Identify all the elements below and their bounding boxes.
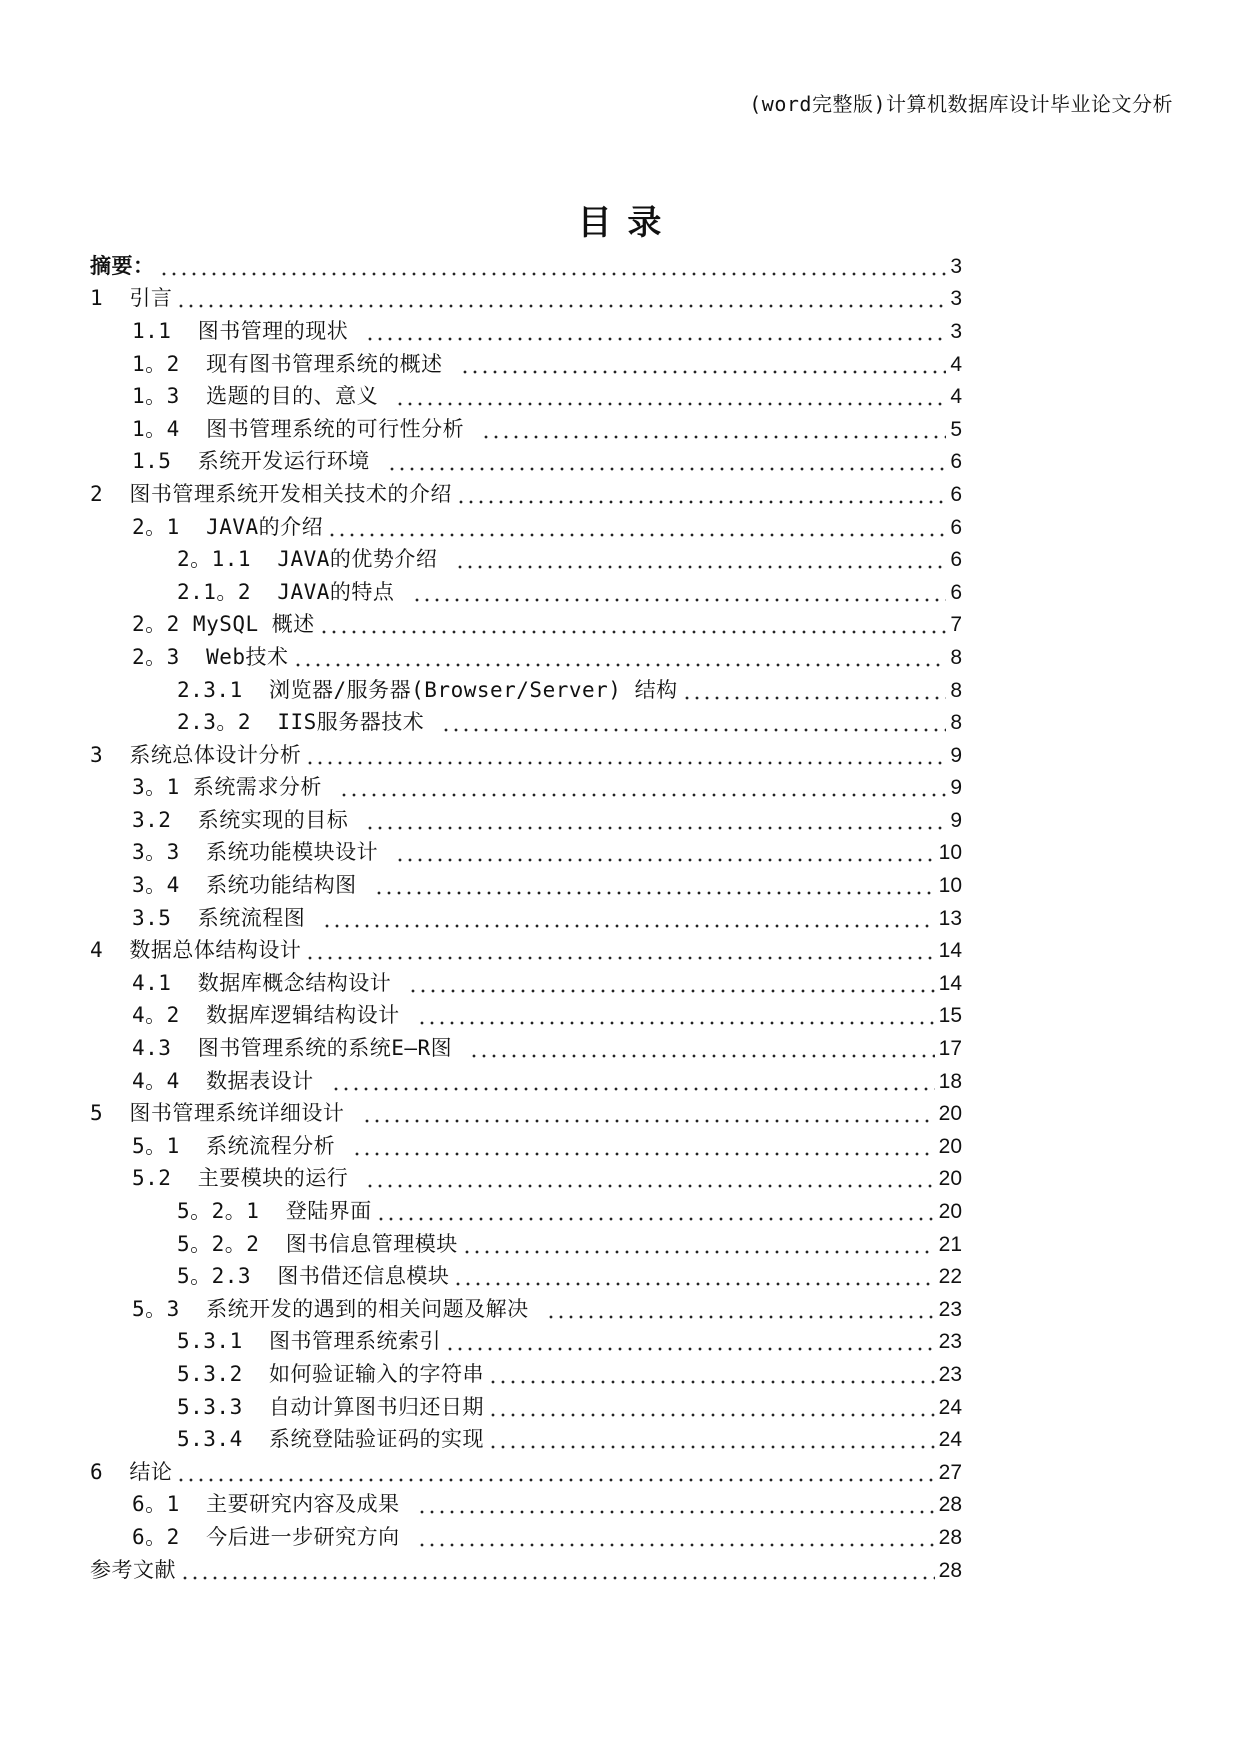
dot-leader (365, 1168, 934, 1189)
toc-entry-page-number: 9 (950, 743, 962, 767)
dot-leader (455, 549, 946, 570)
toc-entry-label: 5.3.2 如何验证输入的字符串 (177, 1361, 485, 1386)
toc-entry[interactable] (90, 609, 962, 642)
toc-entry-label: 5。3 系统开发的遇到的相关问题及解决 (132, 1296, 542, 1321)
toc-entry[interactable] (90, 315, 962, 348)
dot-leader (339, 777, 946, 798)
toc-entry-label: 1.5 系统开发运行环境 (132, 449, 383, 474)
toc-entry-page-number: 20 (938, 1102, 962, 1126)
dot-leader (387, 451, 946, 472)
toc-entry[interactable] (90, 543, 962, 576)
dot-leader (305, 940, 934, 961)
dot-leader (412, 582, 946, 603)
dot-leader (408, 973, 934, 994)
toc-entry[interactable] (90, 772, 962, 805)
toc-entry-page-number: 6 (950, 482, 962, 506)
toc-entry-label: 5.2 主要模块的运行 (132, 1166, 362, 1191)
toc-entry-label: 2。2 MySQL 概述 (132, 612, 315, 637)
toc-entry[interactable] (90, 967, 962, 1000)
dot-leader (462, 1234, 935, 1255)
toc-entry-page-number: 28 (938, 1558, 962, 1582)
toc-entry-page-number: 17 (938, 1037, 962, 1061)
toc-entry[interactable] (90, 1130, 962, 1163)
dot-leader (362, 1103, 935, 1124)
toc-entry[interactable] (90, 804, 962, 837)
toc-entry[interactable] (90, 250, 962, 283)
toc-entry-label: 2。1 JAVA的介绍 (132, 514, 324, 539)
toc-entry-label: 2.3。2 IIS服务器技术 (177, 710, 438, 735)
toc-entry-label: 1.1 图书管理的现状 (132, 318, 362, 343)
toc-entry-label: 2.1。2 JAVA的特点 (177, 579, 408, 604)
toc-entry-page-number: 13 (938, 906, 962, 930)
dot-leader (481, 419, 946, 440)
dot-leader (176, 1462, 934, 1483)
dot-leader (322, 908, 934, 929)
toc-entry[interactable] (90, 1097, 962, 1130)
toc-entry-page-number: 6 (950, 515, 962, 539)
toc-entry-label: 1。3 选题的目的、意义 (132, 384, 392, 409)
toc-entry-page-number: 14 (938, 939, 962, 963)
toc-entry-page-number: 15 (938, 1004, 962, 1028)
dot-leader (365, 810, 946, 831)
dot-leader (365, 321, 946, 342)
toc-entry-label: 6。1 主要研究内容及成果 (132, 1492, 413, 1517)
page-header: (word完整版)计算机数据库设计毕业论文分析 (749, 92, 1173, 116)
toc-entry[interactable] (90, 934, 962, 967)
dot-leader (546, 1299, 935, 1320)
toc-entry-page-number: 9 (950, 808, 962, 832)
toc-entry[interactable] (90, 1326, 962, 1359)
toc-entry-label: 5.3.1 图书管理系统索引 (177, 1329, 442, 1354)
toc-entry-label: 4 数据总体结构设计 (90, 938, 302, 963)
toc-entry-page-number: 6 (950, 548, 962, 572)
toc-entry-label: 2 图书管理系统开发相关技术的介绍 (90, 481, 452, 506)
toc-entry[interactable] (90, 1521, 962, 1554)
toc-entry[interactable] (90, 478, 962, 511)
toc-entry-page-number: 20 (938, 1167, 962, 1191)
toc-entry-label: 6。2 今后进一步研究方向 (132, 1524, 413, 1549)
toc-entry-page-number: 23 (938, 1297, 962, 1321)
dot-leader (417, 1494, 935, 1515)
toc-entry-page-number: 3 (950, 287, 962, 311)
toc-entry-page-number: 6 (950, 450, 962, 474)
toc-entry-label: 5。2。2 图书信息管理模块 (177, 1231, 458, 1256)
toc-entry-page-number: 3 (950, 319, 962, 343)
toc-entry-page-number: 28 (938, 1493, 962, 1517)
dot-leader (395, 842, 934, 863)
toc-entry[interactable] (90, 1260, 962, 1293)
toc-entry[interactable] (90, 1489, 962, 1522)
dot-leader (445, 1331, 935, 1352)
toc-entry[interactable] (90, 1554, 962, 1587)
dot-leader (327, 517, 946, 538)
dot-leader (488, 1364, 935, 1385)
toc-entry[interactable] (90, 1228, 962, 1261)
toc-entry-page-number: 10 (938, 874, 962, 898)
toc-entry[interactable] (90, 1391, 962, 1424)
toc-entry-page-number: 8 (950, 645, 962, 669)
toc-entry[interactable] (90, 641, 962, 674)
toc-title: 目 录 (577, 203, 664, 243)
toc-entry-page-number: 24 (938, 1395, 962, 1419)
toc-entry-label: 3.2 系统实现的目标 (132, 807, 362, 832)
toc-entry-label: 4.3 图书管理系统的系统E—R图 (132, 1036, 466, 1061)
toc-entry-label: 3。1 系统需求分析 (132, 775, 336, 800)
toc-entry[interactable] (90, 902, 962, 935)
toc-entry[interactable] (90, 1293, 962, 1326)
toc-entry[interactable] (90, 576, 962, 609)
toc-entry-label: 参考文献 (90, 1557, 176, 1582)
dot-leader (376, 1201, 935, 1222)
dot-leader (180, 1560, 935, 1581)
toc-entry-label: 5。2.3 图书借还信息模块 (177, 1264, 450, 1289)
toc-entry-page-number: 6 (950, 580, 962, 604)
toc-entry-page-number: 20 (938, 1200, 962, 1224)
toc-entry-page-number: 27 (938, 1460, 962, 1484)
toc-entry-label: 3。3 系统功能模块设计 (132, 840, 392, 865)
toc-entry-page-number: 9 (950, 776, 962, 800)
toc-entry[interactable] (90, 1065, 962, 1098)
toc-entry[interactable] (90, 1456, 962, 1489)
toc-entry-page-number: 8 (950, 711, 962, 735)
toc-entry-page-number: 24 (938, 1428, 962, 1452)
toc-entry-label: 4。2 数据库逻辑结构设计 (132, 1003, 413, 1028)
toc-entry[interactable] (90, 446, 962, 479)
dot-leader (469, 1038, 934, 1059)
toc-entry-page-number: 4 (950, 385, 962, 409)
toc-entry[interactable] (90, 837, 962, 870)
dot-leader (352, 1136, 934, 1157)
dot-leader (374, 875, 935, 896)
toc-entry-label: 3。4 系统功能结构图 (132, 873, 370, 898)
toc-entry[interactable] (90, 674, 962, 707)
toc-entry-label: 4。4 数据表设计 (132, 1068, 327, 1093)
toc-entry[interactable] (90, 1000, 962, 1033)
toc-entry[interactable] (90, 511, 962, 544)
dot-leader (456, 484, 946, 505)
toc-entry-page-number: 21 (938, 1232, 962, 1256)
toc-entry-label: 3.5 系统流程图 (132, 905, 319, 930)
toc-entry-page-number: 28 (938, 1525, 962, 1549)
toc-entry-label: 4.1 数据库概念结构设计 (132, 970, 405, 995)
toc-entry[interactable] (90, 413, 962, 446)
table-of-contents (90, 250, 962, 1586)
dot-leader (460, 354, 946, 375)
toc-entry-label: 摘要： (90, 253, 155, 278)
toc-entry-page-number: 22 (938, 1265, 962, 1289)
toc-entry-label: 1。4 图书管理系统的可行性分析 (132, 416, 478, 441)
toc-entry-page-number: 4 (950, 352, 962, 376)
dot-leader (293, 647, 946, 668)
toc-entry-label: 5.3.3 自动计算图书归还日期 (177, 1394, 485, 1419)
toc-entry-page-number: 7 (950, 613, 962, 637)
toc-entry-label: 1。2 现有图书管理系统的概述 (132, 351, 456, 376)
dot-leader (682, 680, 946, 701)
toc-entry[interactable] (90, 739, 962, 772)
dot-leader (417, 1005, 935, 1026)
toc-entry[interactable] (90, 706, 962, 739)
dot-leader (305, 745, 946, 766)
toc-entry-label: 5 图书管理系统详细设计 (90, 1101, 358, 1126)
toc-entry[interactable] (90, 1423, 962, 1456)
toc-entry-page-number: 23 (938, 1330, 962, 1354)
dot-leader (176, 288, 946, 309)
toc-entry[interactable] (90, 1032, 962, 1065)
toc-entry[interactable] (90, 380, 962, 413)
toc-entry[interactable] (90, 348, 962, 381)
toc-entry-page-number: 10 (938, 841, 962, 865)
dot-leader (159, 256, 947, 277)
toc-entry-page-number: 5 (950, 417, 962, 441)
dot-leader (488, 1429, 935, 1450)
toc-entry-label: 5。1 系统流程分析 (132, 1133, 349, 1158)
dot-leader (395, 386, 946, 407)
toc-entry-label: 1 引言 (90, 286, 173, 311)
dot-leader (453, 1266, 934, 1287)
dot-leader (319, 614, 946, 635)
toc-entry[interactable] (90, 1358, 962, 1391)
dot-leader (441, 712, 946, 733)
dot-leader (488, 1397, 935, 1418)
toc-entry-label: 5.3.4 系统登陆验证码的实现 (177, 1427, 485, 1452)
dot-leader (417, 1527, 935, 1548)
toc-entry[interactable] (90, 869, 962, 902)
toc-entry-page-number: 18 (938, 1069, 962, 1093)
toc-entry[interactable] (90, 1195, 962, 1228)
toc-entry-label: 2.3.1 浏览器/服务器(Browser/Server) 结构 (177, 677, 678, 702)
toc-entry-page-number: 14 (938, 971, 962, 995)
toc-entry-page-number: 8 (950, 678, 962, 702)
toc-entry-label: 6 结论 (90, 1459, 173, 1484)
toc-entry[interactable] (90, 1163, 962, 1196)
toc-entry-label: 5。2。1 登陆界面 (177, 1199, 372, 1224)
toc-entry-page-number: 3 (950, 254, 962, 278)
toc-entry-label: 2。1.1 JAVA的优势介绍 (177, 547, 451, 572)
toc-entry[interactable] (90, 283, 962, 316)
toc-entry-page-number: 23 (938, 1362, 962, 1386)
toc-entry-page-number: 20 (938, 1134, 962, 1158)
toc-entry-label: 2。3 Web技术 (132, 644, 289, 669)
dot-leader (331, 1071, 935, 1092)
toc-entry-label: 3 系统总体设计分析 (90, 742, 302, 767)
